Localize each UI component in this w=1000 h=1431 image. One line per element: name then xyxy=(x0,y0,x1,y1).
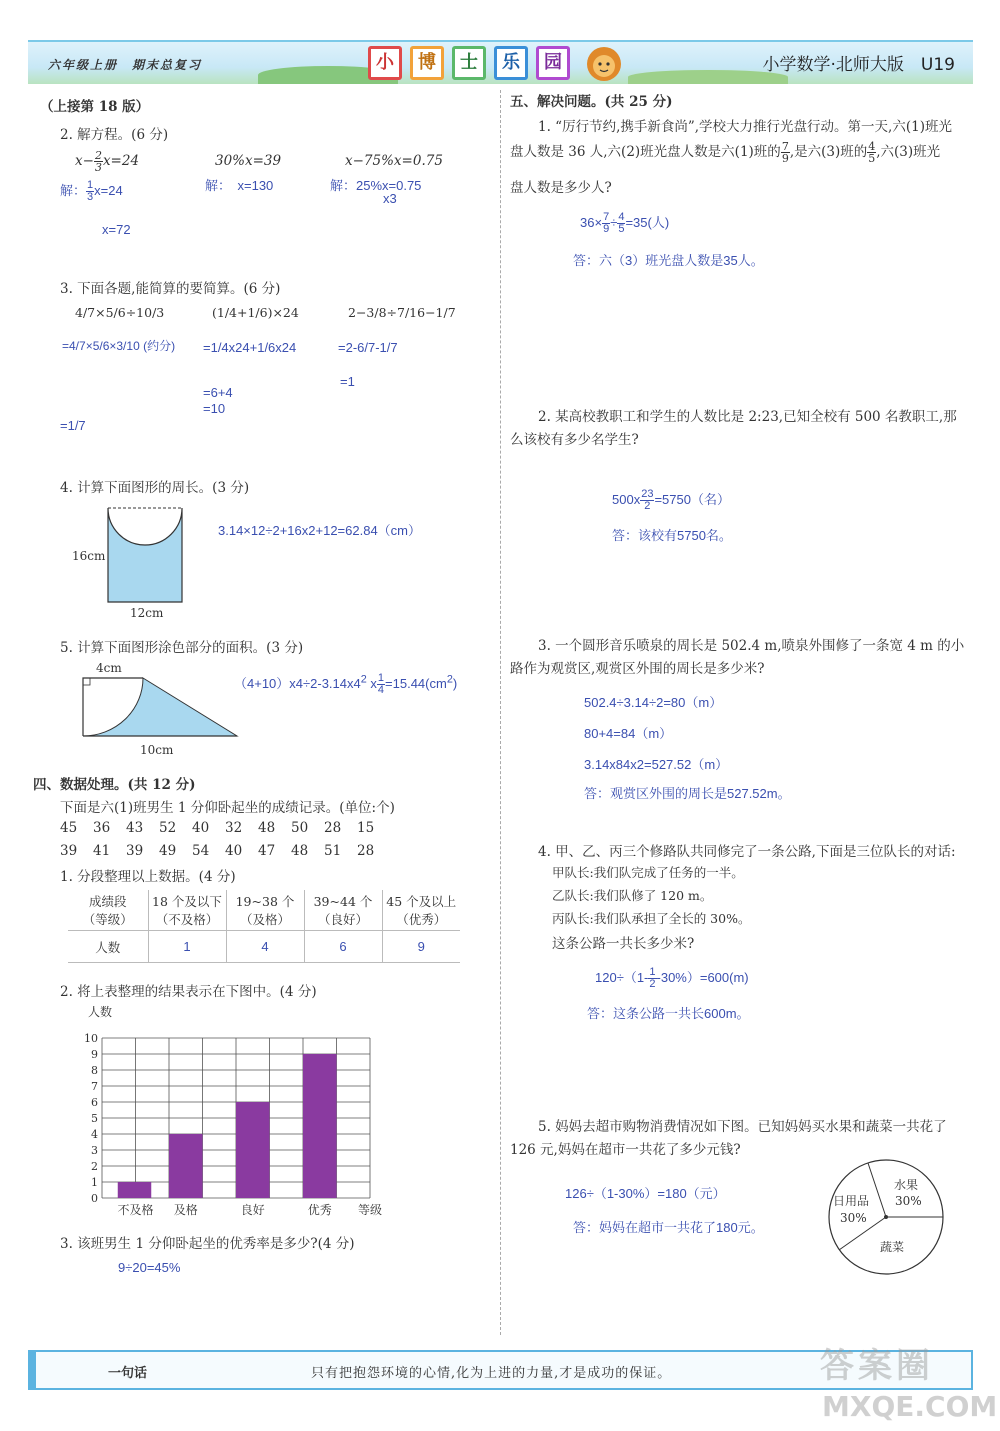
data-value: 54 xyxy=(192,843,210,859)
p4-line1: 4. 甲、乙、丙三个修路队共同修完了一条公路,下面是三位队长的对话: xyxy=(538,844,956,860)
q4-figure xyxy=(105,505,185,605)
pie-label-fruit: 水果 xyxy=(894,1178,919,1192)
q3-expr1-step: =4/7×5/6×3/10 (约分) xyxy=(62,339,176,353)
q5-top-label: 4cm xyxy=(96,661,122,675)
table-row xyxy=(68,890,460,931)
q2-eq2-answer: 解： x=130 xyxy=(205,178,274,193)
data-row-2 xyxy=(60,843,390,859)
p1-answer-text: 答：六（3）班光盘人数是35人。 xyxy=(573,253,764,268)
section4-q1: 1. 分段整理以上数据。(4 分) xyxy=(60,869,236,885)
p4-answer-calc: 120÷（1- $\frac{1}{2}$ -30%）=600(m) xyxy=(595,966,749,991)
q2-eq1-result: x=72 xyxy=(102,222,131,237)
q5-figure xyxy=(80,675,240,739)
p1-line2: 盘人数是 36 人,六(2)班光盘人数是六(1)班的 $\frac{7}{9}$ ,是六(3)班的 $\frac{4}{5}$ ,六(3)班光 xyxy=(510,140,941,165)
q4-height-label: 16cm xyxy=(72,549,106,563)
p5-line2: 126 元,妈妈在超市一共花了多少元钱? xyxy=(510,1142,741,1158)
q4-title: 4. 计算下面图形的周长。(3 分) xyxy=(60,480,250,496)
y-tick-label: 2 xyxy=(91,1160,98,1173)
p4-line3: 乙队长:我们队修了 120 m。 xyxy=(552,888,713,903)
q4-answer: 3.14×12÷2+16x2+12=62.84（cm） xyxy=(218,523,422,538)
pie-label-daily: 日用品 xyxy=(833,1194,870,1208)
data-value: 50 xyxy=(291,820,309,836)
header-block: 乐 xyxy=(494,46,528,80)
data-value: 48 xyxy=(258,820,276,836)
p5-answer-calc: 126÷（1-30%）=180（元） xyxy=(565,1186,726,1201)
table-cell: 9 xyxy=(382,931,460,963)
footer-quote: 只有把抱怨环境的心情,化为上进的力量,才是成功的保证。 xyxy=(311,1366,672,1381)
table-cell: 人数 xyxy=(68,931,148,963)
y-tick-label: 5 xyxy=(91,1112,98,1125)
p3-answer-1: 502.4÷3.14÷2=80（m） xyxy=(584,695,723,710)
q3-title: 3. 下面各题,能简算的要简算。(6 分) xyxy=(60,281,281,297)
table-cell: 1 xyxy=(148,931,226,963)
q3-expr2: (1/4+1/6)×24 xyxy=(212,305,299,320)
x-tick-label: 优秀 xyxy=(307,1203,332,1217)
bar-优秀 xyxy=(303,1054,337,1198)
table-header-cell: 39~44 个 （良好） xyxy=(304,890,382,931)
section4-q2: 2. 将上表整理的结果表示在下图中。(4 分) xyxy=(60,984,317,1000)
y-tick-label: 4 xyxy=(91,1128,98,1141)
q3-expr3-step: =2-6/7-1/7 xyxy=(338,340,398,355)
bar-chart xyxy=(70,1000,410,1220)
data-value: 51 xyxy=(324,843,342,859)
p2-answer-text: 答：该校有5750名。 xyxy=(612,528,732,543)
x-tick-label: 及格 xyxy=(173,1203,198,1217)
data-value: 15 xyxy=(357,820,375,836)
section4-q3-answer: 9÷20=45% xyxy=(118,1260,181,1275)
header-page-number: U19 xyxy=(920,55,955,75)
p2-line2: 么该校有多少名学生? xyxy=(510,432,639,448)
q3-expr2-step: =1/4x24+1/6x24 xyxy=(203,340,297,355)
q5-title: 5. 计算下面图形涂色部分的面积。(3 分) xyxy=(60,640,304,656)
p3-line1: 3. 一个圆形音乐喷泉的周长是 502.4 m,喷泉外围修了一条宽 4 m 的小 xyxy=(538,638,965,654)
header-block: 小 xyxy=(368,46,402,80)
bar-不及格 xyxy=(118,1182,152,1198)
section4-intro: 下面是六(1)班男生 1 分仰卧起坐的成绩记录。(单位:个) xyxy=(60,800,395,816)
column-divider xyxy=(500,90,501,1335)
p1-line1: 1. “厉行节约,携手新食尚”,学校大力推行光盘行动。第一天,六(1)班光 xyxy=(538,119,952,135)
q2-eq3-answer: 解：25%x=0.75 xyxy=(330,178,422,193)
data-value: 39 xyxy=(60,843,78,859)
header-grade: 六年级上册 期末总复习 xyxy=(48,58,203,72)
q3-expr2-result: =10 xyxy=(203,401,226,416)
table-header-cell: 18 个及以下 （不及格） xyxy=(148,890,226,931)
p3-answer-text: 答：观赏区外围的周长是527.52m。 xyxy=(584,786,791,801)
footer-label: 一句话 xyxy=(108,1366,148,1381)
q3-expr1-result: =1/7 xyxy=(60,418,86,433)
q3-expr1: 4/7×5/6÷10/3 xyxy=(75,305,165,320)
p4-line2: 甲队长:我们队完成了任务的一半。 xyxy=(552,865,744,880)
table-row xyxy=(68,931,460,963)
q3-expr3: 2−3/8÷7/16−1/7 xyxy=(348,305,456,320)
data-value: 41 xyxy=(93,843,111,859)
pie-pct-fruit: 30% xyxy=(895,1194,922,1208)
x-axis-label: 等级 xyxy=(357,1203,383,1217)
lion-mascot-icon xyxy=(580,42,628,86)
page-header xyxy=(28,40,973,84)
bar-良好 xyxy=(236,1102,270,1198)
score-table xyxy=(68,890,460,963)
x-tick-label: 良好 xyxy=(240,1203,265,1217)
q2-eq2: 30%x=39 xyxy=(215,153,282,169)
data-value: 48 xyxy=(291,843,309,859)
q3-expr2-step2: =6+4 xyxy=(203,385,233,400)
q2-eq1: x− $\frac{2}{3}$ x=24 xyxy=(75,149,140,174)
p1-line3: 盘人数是多少人? xyxy=(510,180,612,196)
p5-line1: 5. 妈妈去超市购物消费情况如下图。已知妈妈买水果和蔬菜一共花了 xyxy=(538,1119,947,1135)
table-header-cell: 成绩段 （等级） xyxy=(68,890,148,931)
table-cell: 6 xyxy=(304,931,382,963)
data-row-1 xyxy=(60,820,390,836)
header-block: 士 xyxy=(452,46,486,80)
p4-line4: 丙队长:我们队承担了全长的 30%。 xyxy=(552,911,751,926)
data-value: 49 xyxy=(159,843,177,859)
y-tick-label: 9 xyxy=(91,1048,98,1061)
p2-line1: 2. 某高校教职工和学生的人数比是 2:23,已知全校有 500 名教职工,那 xyxy=(538,409,957,425)
q2-title: 2. 解方程。(6 分) xyxy=(60,127,169,143)
q5-bottom-label: 10cm xyxy=(140,743,174,757)
x-tick-label: 不及格 xyxy=(117,1203,154,1217)
data-value: 28 xyxy=(357,843,375,859)
p4-line5: 这条公路一共长多少米? xyxy=(552,936,695,952)
y-tick-label: 10 xyxy=(84,1032,98,1045)
q3-expr3-result: =1 xyxy=(340,374,355,389)
q2-eq3-result: x3 xyxy=(383,191,397,206)
data-value: 40 xyxy=(225,843,243,859)
q4-width-label: 12cm xyxy=(130,606,164,620)
p3-answer-3: 3.14x84x2=527.52（m） xyxy=(584,757,729,772)
watermark-title: 答案圈 xyxy=(820,1346,934,1386)
y-tick-label: 1 xyxy=(91,1176,98,1189)
data-value: 36 xyxy=(93,820,111,836)
q2-eq3: x−75%x=0.75 xyxy=(345,153,443,169)
data-value: 43 xyxy=(126,820,144,836)
pie-label-veg: 蔬菜 xyxy=(880,1240,905,1254)
section4-q3: 3. 该班男生 1 分仰卧起坐的优秀率是多少?(4 分) xyxy=(60,1236,355,1252)
pie-pct-daily: 30% xyxy=(840,1211,867,1225)
p1-answer-calc: 36× $\frac{7}{9}$ ÷ $\frac{4}{5}$ =35(人) xyxy=(580,211,670,236)
data-value: 28 xyxy=(324,820,342,836)
y-tick-label: 3 xyxy=(91,1144,98,1157)
y-tick-label: 7 xyxy=(91,1080,98,1093)
p4-answer-text: 答：这条公路一共长600m。 xyxy=(587,1006,750,1021)
q5-answer: $(4+10)x4\div 2-3.14x4^2$ x $\frac{1}{4}$ $=15.44(cm^2)$ xyxy=(234,672,458,697)
data-value: 47 xyxy=(258,843,276,859)
table-cell: 4 xyxy=(226,931,304,963)
header-block: 博 xyxy=(410,46,444,80)
y-tick-label: 6 xyxy=(91,1096,98,1109)
y-axis-label: 人数 xyxy=(88,1005,113,1019)
header-block: 园 xyxy=(536,46,570,80)
p3-answer-2: 80+4=84（m） xyxy=(584,726,673,741)
p5-answer-text: 答：妈妈在超市一共花了180元。 xyxy=(573,1220,764,1235)
data-value: 40 xyxy=(192,820,210,836)
header-subject: 小学数学·北师大版 U19 xyxy=(762,55,955,75)
section5-title: 五、解决问题。(共 25 分) xyxy=(510,94,673,110)
bar-及格 xyxy=(169,1134,203,1198)
data-value: 32 xyxy=(225,820,243,836)
p2-answer-calc: 500x $\frac{23}{2}$ =5750（名） xyxy=(612,488,730,513)
y-tick-label: 0 xyxy=(91,1192,98,1205)
continued-note: （上接第 18 版） xyxy=(40,99,150,115)
q2-eq1-answer: 解： $\frac{1}{3}$ x=24 xyxy=(60,179,123,204)
data-value: 52 xyxy=(159,820,177,836)
table-header-cell: 19~38 个 （及格） xyxy=(226,890,304,931)
section4-title: 四、数据处理。(共 12 分) xyxy=(33,777,196,793)
y-tick-label: 8 xyxy=(91,1064,98,1077)
data-value: 39 xyxy=(126,843,144,859)
watermark-url: MXQE.COM xyxy=(822,1390,998,1423)
p3-line2: 路作为观赏区,观赏区外围的周长是多少米? xyxy=(510,661,765,677)
table-header-cell: 45 个及以上 （优秀） xyxy=(382,890,460,931)
data-value: 45 xyxy=(60,820,78,836)
